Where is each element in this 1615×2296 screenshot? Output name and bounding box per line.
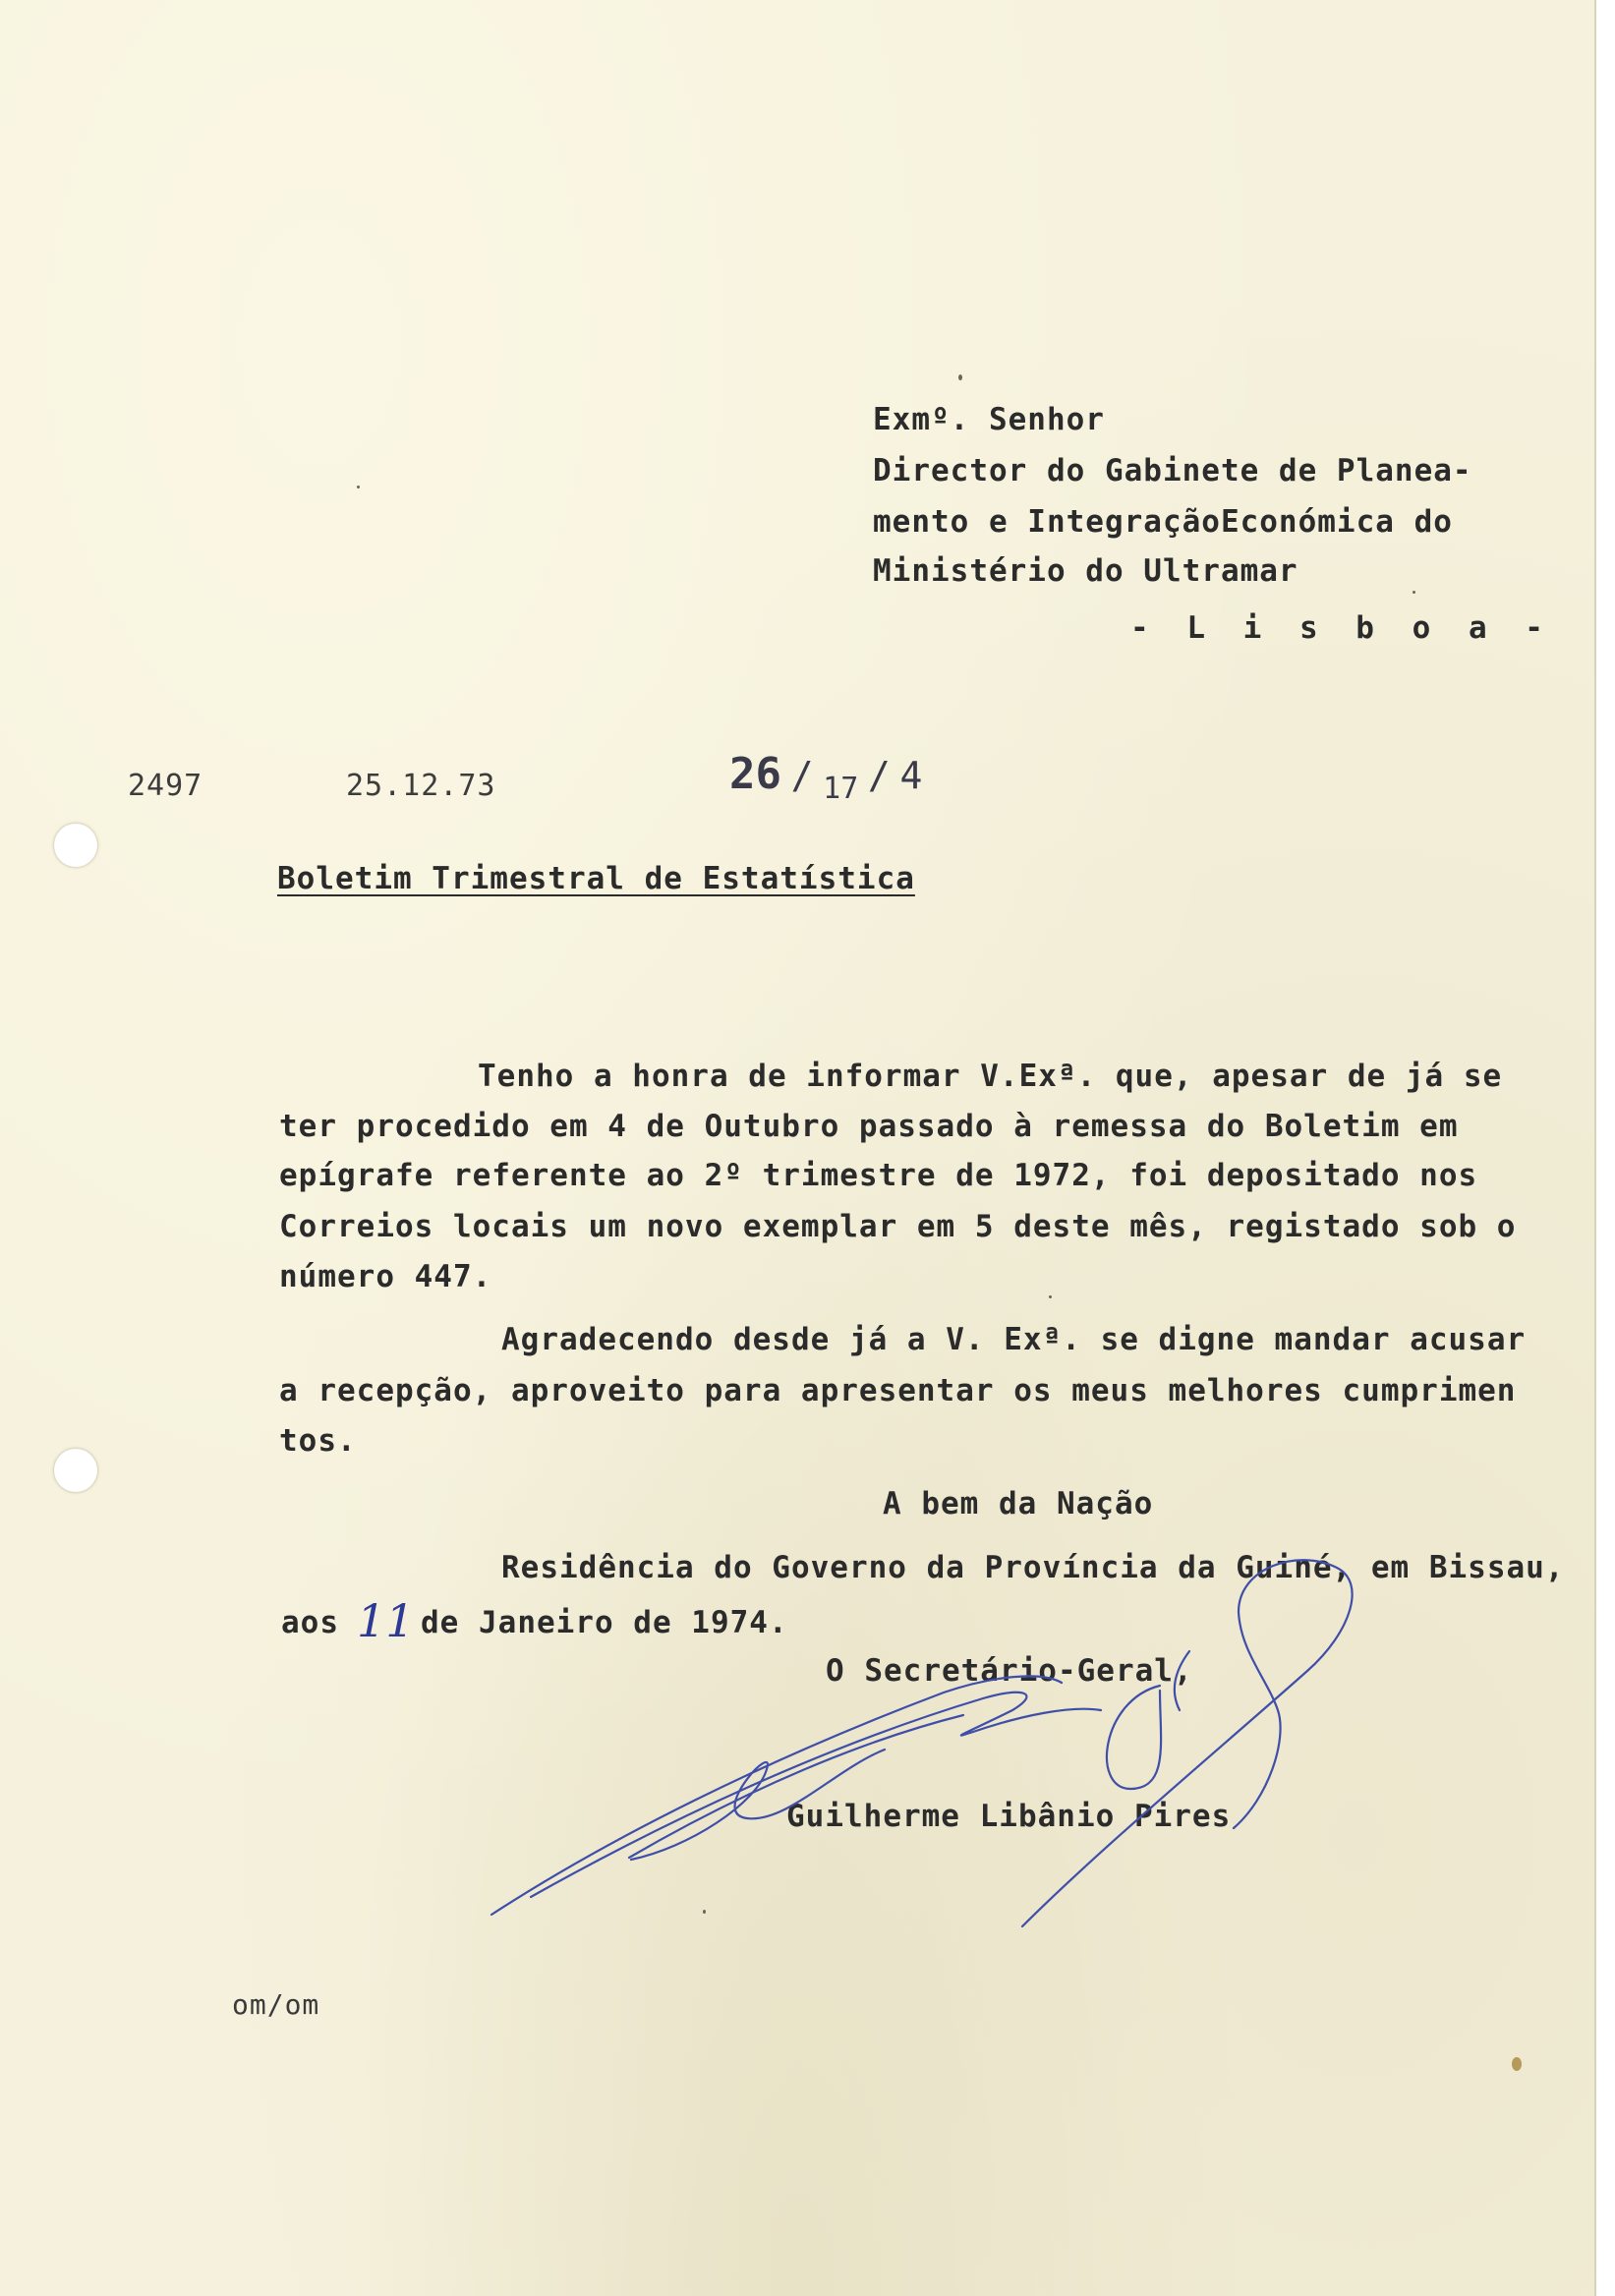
reference-number: 2497 <box>128 769 203 803</box>
place-line: Residência do Governo da Província da Guiné, em Bissau, <box>501 1550 1565 1585</box>
file-number-sub: 17 <box>823 772 859 806</box>
paper-speck <box>1049 1295 1052 1298</box>
body-line: ter procedido em 4 de Outubro passado à remessa do Boletim em <box>279 1109 1459 1144</box>
paper-speck <box>357 486 360 488</box>
body-line: número 447. <box>279 1259 492 1294</box>
signer-title: O Secretário-Geral, <box>826 1653 1193 1689</box>
addressee-line: Exmº. Senhor <box>873 402 1105 437</box>
file-number-separator: / <box>867 754 891 797</box>
punch-hole-bottom <box>54 1449 97 1492</box>
signer-name: Guilherme Libânio Pires <box>786 1799 1232 1834</box>
paper-speck <box>1413 591 1415 594</box>
subject-heading: Boletim Trimestral de Estatística <box>277 861 915 896</box>
addressee-line: Director do Gabinete de Planea- <box>873 453 1472 488</box>
handwritten-day: 11 <box>357 1594 415 1647</box>
addressee-line: Ministério do Ultramar <box>873 553 1298 589</box>
paper-speck <box>703 1910 706 1914</box>
reference-date: 25.12.73 <box>346 769 496 803</box>
body-line: Agradecendo desde já a V. Exª. se digne mandar acusar <box>501 1322 1527 1357</box>
typist-initials: om/om <box>232 1988 320 2021</box>
body-line: a recepção, aproveito para apresentar os meus melhores cumprimen <box>279 1373 1517 1408</box>
file-number <box>729 749 923 806</box>
body-line: tos. <box>279 1423 357 1459</box>
file-number-separator: / <box>790 754 814 797</box>
file-number-main: 26 <box>729 749 781 799</box>
date-prefix: aos <box>281 1605 339 1640</box>
body-line: Correios locais um novo exemplar em 5 deste mês, registado sob o <box>279 1209 1517 1244</box>
addressee-city: - L i s b o a - <box>1130 610 1553 646</box>
addressee-line: mento e IntegraçãoEconómica do <box>873 504 1453 540</box>
body-line: epígrafe referente ao 2º trimestre de 1972, foi depositado nos <box>279 1158 1478 1193</box>
salutation: A bem da Nação <box>883 1486 1154 1521</box>
body-line: Tenho a honra de informar V.Exª. que, apesar de já se <box>478 1059 1503 1094</box>
paper-speck <box>958 374 962 380</box>
paper-speck <box>1512 2057 1522 2071</box>
date-suffix: de Janeiro de 1974. <box>421 1605 788 1640</box>
file-number-end: 4 <box>899 754 923 797</box>
punch-hole-top <box>54 824 97 867</box>
